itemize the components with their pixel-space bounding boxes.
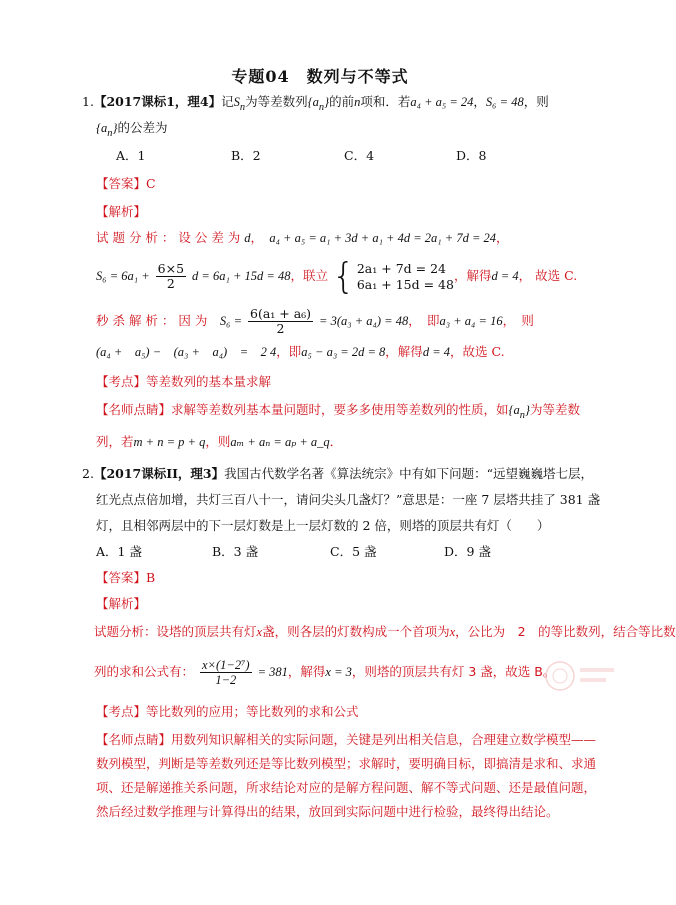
q2-fraction: $\frac{\text{x×(1−2⁷)}}{1-2}$ <box>202 658 250 687</box>
q1-point: 【考点】等差数列的基本量求解 <box>96 374 272 389</box>
q1-option-d: D．8 <box>456 148 487 163</box>
q2-option-c: C．5 盏 <box>330 544 377 559</box>
watermark-mark <box>540 656 620 696</box>
q1-eq2: S₆ = 48 <box>485 95 524 109</box>
q1-option-a: A．1 <box>116 148 146 163</box>
q2-tip-line1: 【名师点睛】用数列知识解相关的实际问题，关键是列出相关信息，合理建立数学模型—— <box>96 732 597 747</box>
q1-eq1: a₄ + a₅ = 24 <box>410 95 474 109</box>
q2-tip-line2: 数列模型，判断是等差数列还是等比数列模型；求解时，要明确目标，即搞清是求和、求通 <box>96 756 597 771</box>
q2-analysis-tag: 【解析】 <box>96 596 147 611</box>
q1-option-c: C．4 <box>344 148 375 163</box>
q1-option-b: B．2 <box>231 148 261 163</box>
q1-analysis-tag: 【解析】 <box>96 204 147 219</box>
q2-option-d: D．9 盏 <box>444 544 491 559</box>
q1-equation-system: { 2a₁ + 7d = 24 6a₁ + 15d = 48 <box>331 255 454 297</box>
q1-quick-line2: (a₄ + a₅) − (a₃ + a₄) = 2 4，即a₅ − a₃ = 2d = 8，解得d = 4，故选 C. <box>96 344 505 359</box>
page-title: 专题04 数列与不等式 <box>231 67 409 86</box>
q1-analysis-eq: a₄ + a₅ = a₁ + 3d + a₁ + 4d = 2a₁ + 7d = 24 <box>269 231 497 245</box>
q1-answer: 【答案】C <box>96 176 156 191</box>
q2-stem-line1: 2.【2017课标II，理3】我国古代数学名著《算法统宗》中有如下问题：“远望巍巍塔七层， <box>82 466 594 481</box>
q2-stem-line2: 红光点点倍加增，共灯三百八十一，请问尖头几盏灯？”意思是：一座 7 层塔共挂了 381 盏 <box>96 492 601 507</box>
q2-tip <box>96 728 616 824</box>
q1-quick-fraction: $\frac{\text{6(a₁ + a₆)}}{2}$ <box>250 306 312 336</box>
q1-tip-line1: 【名师点睛】求解等差数列基本量问题时，要多多使用等差数列的性质，如$\{a_n\}$为等差数 <box>96 402 580 421</box>
q1-analysis-line1: 试 题 分 析 ： 设 公 差 为 d， a₄ + a₅ = a₁ + 3d + a₁ + 4d = 2a₁ + 7d = 24， <box>96 230 509 245</box>
q1-source: 【2017课标1，理4】 <box>93 94 222 109</box>
q2-option-a: A．1 盏 <box>96 544 142 559</box>
q1-quick-line1: 秒 杀 解 析 ： 因 为 S₆ = $\frac{\text{6(a₁ + a₆)}}{2}$ = 3(a₃ + a₄) = 48， 即a₃ + a₄ = 16， 则 <box>96 306 534 336</box>
q1-stem-line2: $\{a_n\}$的公差为 <box>96 120 168 139</box>
q2-answer: 【答案】B <box>96 570 156 585</box>
q2-tip-line3: 项、还是解递推关系问题，所求结论对应的是解方程问题、解不等式问题、还是最值问题， <box>96 780 597 795</box>
q1-analysis-line2: S₆ = 6a₁ + $\frac{6\times 5}{2}$ d = 6a₁ + 15d = 48，联立 { 2a₁ + 7d = 24 6a₁ + 15d = 48 ，解得d = 4， 故选 C. <box>96 255 578 297</box>
watermark-logo-icon <box>540 656 620 696</box>
q1-fraction: $\frac{6\times 5}{2}$ <box>157 261 185 291</box>
q2-analysis-line1: 试题分析：设塔的顶层共有灯x盏，则各层的灯数构成一个首项为x，公比为 2 的等比数列，结合等比数 <box>94 624 676 639</box>
q2-tip-line4: 然后经过数学推理与计算得出的结果，放回到实际问题中进行检验，最终得出结论。 <box>96 804 559 819</box>
q2-source: 【2017课标II，理3】 <box>93 466 225 481</box>
q2-analysis-line2: 列的求和公式有： $\frac{\text{x×(1−2⁷)}}{1-2}$ = 381，解得x = 3，则塔的顶层共有灯 3 盏，故选 B。 <box>94 658 556 687</box>
q2-point: 【考点】等比数列的应用；等比数列的求和公式 <box>96 704 359 719</box>
q1-tip-line2: 列，若m + n = p + q，则aₘ + aₙ = aₚ + a_q． <box>96 434 343 449</box>
q2-stem-line3: 灯，且相邻两层中的下一层灯数是上一层灯数的 2 倍，则塔的顶层共有灯（ ） <box>96 518 550 533</box>
q2-option-b: B．3 盏 <box>212 544 259 559</box>
q1-stem-line1: 1.【2017课标1，理4】记$S_n$为等差数列$\{a_n\}$的前n项和．若a₄ + a₅ = 24，S₆ = 48，则 <box>82 94 549 113</box>
